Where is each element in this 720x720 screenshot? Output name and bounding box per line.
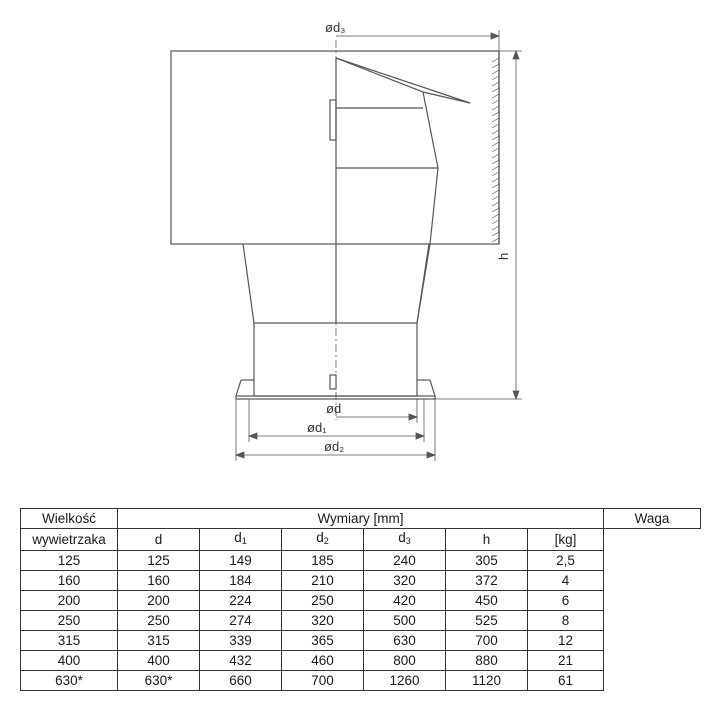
head-box xyxy=(171,51,499,244)
table-cell: 630* xyxy=(118,671,200,691)
table-cell: 250 xyxy=(21,611,118,631)
table-cell: 400 xyxy=(118,651,200,671)
table-cell: 250 xyxy=(282,591,364,611)
table-row xyxy=(21,571,701,591)
table-cell: 160 xyxy=(21,571,118,591)
label-d2: ød₂ xyxy=(324,439,345,454)
table-cell: 700 xyxy=(282,671,364,691)
label-d: ød xyxy=(326,401,342,416)
col-h-header: h xyxy=(446,529,528,551)
label-d1: ød₁ xyxy=(307,420,327,435)
dimensions-table xyxy=(20,508,701,691)
table-cell: 250 xyxy=(118,611,200,631)
table-cell: 700 xyxy=(446,631,528,651)
table-cell: 274 xyxy=(200,611,282,631)
table-cell: 21 xyxy=(528,651,604,671)
table-cell: 880 xyxy=(446,651,528,671)
table-row xyxy=(21,591,701,611)
label-d3: ød₃ xyxy=(325,20,346,35)
table-cell: 4 xyxy=(528,571,604,591)
table-row xyxy=(21,671,701,691)
table-cell: 210 xyxy=(282,571,364,591)
table-cell: 372 xyxy=(446,571,528,591)
table-cell: 12 xyxy=(528,631,604,651)
table-cell: 224 xyxy=(200,591,282,611)
table-header-row-1 xyxy=(21,509,701,529)
col-d1-header: $d_1$ xyxy=(200,529,282,551)
table-cell: 320 xyxy=(282,611,364,631)
table-cell: 125 xyxy=(21,551,118,571)
table-cell: 320 xyxy=(364,571,446,591)
table-cell: 315 xyxy=(118,631,200,651)
table-cell: 8 xyxy=(528,611,604,631)
table-cell: 1260 xyxy=(364,671,446,691)
table-cell: 660 xyxy=(200,671,282,691)
table-cell: 630* xyxy=(21,671,118,691)
table-cell: 339 xyxy=(200,631,282,651)
cone-left xyxy=(243,244,254,323)
weight-header-2: [kg] xyxy=(528,529,604,551)
table-cell: 125 xyxy=(118,551,200,571)
table-cell: 1120 xyxy=(446,671,528,691)
table-cell: 800 xyxy=(364,651,446,671)
table-cell: 200 xyxy=(118,591,200,611)
table-cell: 315 xyxy=(21,631,118,651)
table-cell: 185 xyxy=(282,551,364,571)
table-cell: 240 xyxy=(364,551,446,571)
table-row xyxy=(21,631,701,651)
plate-hatching xyxy=(492,58,499,242)
table-cell: 160 xyxy=(118,571,200,591)
table-cell: 630 xyxy=(364,631,446,651)
base-plate xyxy=(236,396,435,399)
table-row xyxy=(21,651,701,671)
col-d-header: d xyxy=(118,529,200,551)
table-row xyxy=(21,551,701,571)
size-header-2: wywietrzaka xyxy=(21,529,118,551)
col-d2-header: $d_2$ xyxy=(282,529,364,551)
table-cell: 400 xyxy=(21,651,118,671)
table-header-row-2 xyxy=(21,529,701,551)
table-cell: 61 xyxy=(528,671,604,691)
table-cell: 200 xyxy=(21,591,118,611)
table-cell: 149 xyxy=(200,551,282,571)
col-d3-header: $d_3$ xyxy=(364,529,446,551)
dims-header: Wymiary [mm] xyxy=(118,509,604,529)
table-cell: 420 xyxy=(364,591,446,611)
table-cell: 365 xyxy=(282,631,364,651)
table-cell: 6 xyxy=(528,591,604,611)
table-cell: 525 xyxy=(446,611,528,631)
table-cell: 450 xyxy=(446,591,528,611)
label-h: h xyxy=(496,252,511,260)
table-cell: 184 xyxy=(200,571,282,591)
table-cell: 432 xyxy=(200,651,282,671)
table-row xyxy=(21,611,701,631)
weight-header-1: Waga xyxy=(604,509,701,529)
size-header-1: Wielkość xyxy=(21,509,118,529)
table-cell: 305 xyxy=(446,551,528,571)
table-cell: 2,5 xyxy=(528,551,604,571)
table-cell: 500 xyxy=(364,611,446,631)
table-cell: 460 xyxy=(282,651,364,671)
